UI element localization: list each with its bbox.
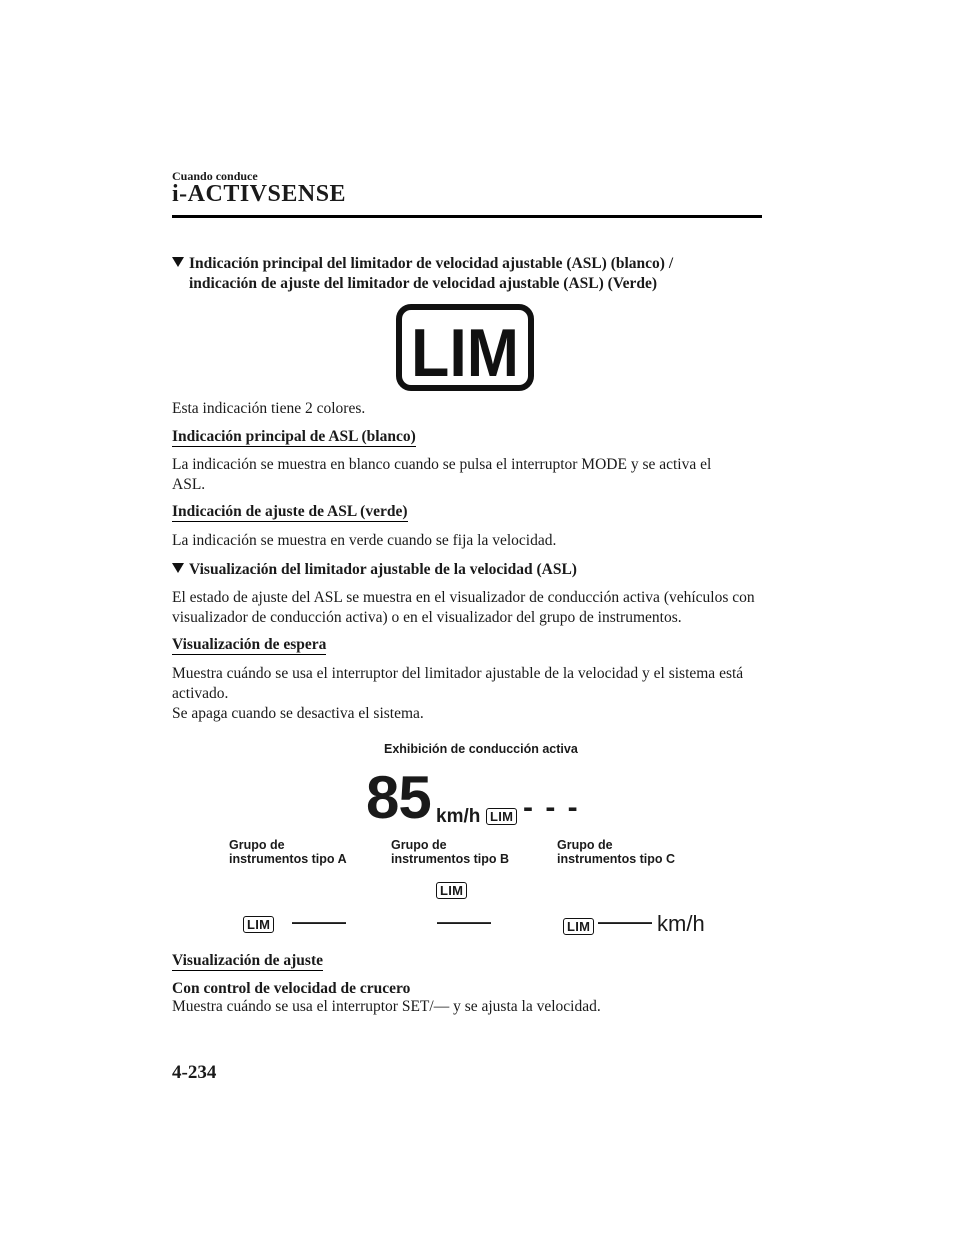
cluster-c-label [557,838,675,866]
colors-note: Esta indicación tiene 2 colores. [172,400,366,417]
section-label: Cuando conduce [172,169,258,183]
triangle-bullet-icon [172,257,184,267]
active-display-lim-wrap [486,808,517,826]
cluster-c-lim-wrap [563,918,594,936]
figure-title: Exhibición de conducción activa [384,742,578,756]
standby-title-text: Visualización de espera [172,636,327,653]
page-number: 4-234 [172,1062,217,1083]
cluster-a-dashes: ——— [292,912,346,932]
cluster-a-label [229,838,347,866]
standby-line2: Se apaga cuando se desactiva el sistema. [172,705,424,722]
display-heading [172,560,577,580]
cluster-b-lim-icon: LIM [436,882,467,899]
cluster-a-lim-wrap [243,916,274,934]
standby-line1: Muestra cuándo se usa el interruptor del limitador ajustable de la velocidad y el sistema está activado. [172,665,744,702]
cluster-a-line2: instrumentos tipo A [229,852,347,866]
cluster-c-line2: instrumentos tipo C [557,852,676,866]
green-section-title [172,503,408,521]
cluster-c-dashes: ——— [598,912,652,932]
main-heading-line2: indicación de ajuste del limitador de velocidad ajustable (ASL) (Verde) [189,275,658,292]
active-display-unit: km/h [436,806,481,827]
active-display-lim-icon: LIM [486,808,517,825]
active-display-dashes: - - - [523,791,580,824]
standby-title [172,636,326,654]
lim-indicator-icon [396,304,534,391]
cluster-b-lim-wrap [436,882,467,900]
setting-subtitle: Con control de velocidad de crucero [172,980,411,997]
cluster-b-line2: instrumentos tipo B [391,852,510,866]
cluster-c-line1: Grupo de [557,838,613,852]
cluster-c-lim-icon: LIM [563,918,594,935]
display-heading-text: Visualización del limitador ajustable de la velocidad (ASL) [189,561,577,578]
triangle-bullet-icon [172,563,184,573]
main-heading-line1: Indicación principal del limitador de velocidad ajustable (ASL) (blanco) / [189,255,674,272]
cluster-b-dashes: ——— [437,912,491,932]
setting-text: Muestra cuándo se usa el interruptor SET/— y se ajusta la velocidad. [172,998,601,1015]
green-section-title-text: Indicación de ajuste de ASL (verde) [172,503,408,520]
header-rule [172,215,762,218]
cluster-b-line1: Grupo de [391,838,447,852]
main-heading [172,254,673,294]
display-text: El estado de ajuste del ASL se muestra en el visualizador de conducción activa (vehículos con visualizador de conducción activa) o en el visualizador del grupo de instrumentos. [172,589,755,626]
lim-indicator-text: LIM [411,315,519,391]
white-section-text: La indicación se muestra en blanco cuando se pulsa el interruptor MODE y se activa el ASL. [172,456,712,493]
chapter-title: i-ACTIVSENSE [172,181,347,207]
setting-title [172,952,323,970]
cluster-a-lim-icon: LIM [243,916,274,933]
white-section-title-text: Indicación principal de ASL (blanco) [172,428,416,445]
white-section-title [172,428,416,446]
cluster-c-unit: km/h [657,911,705,936]
green-section-text: La indicación se muestra en verde cuando se fija la velocidad. [172,532,557,549]
cluster-b-label [391,838,509,866]
active-display-speed: 85 [366,764,431,831]
cluster-a-line1: Grupo de [229,838,285,852]
setting-title-text: Visualización de ajuste [172,952,323,969]
